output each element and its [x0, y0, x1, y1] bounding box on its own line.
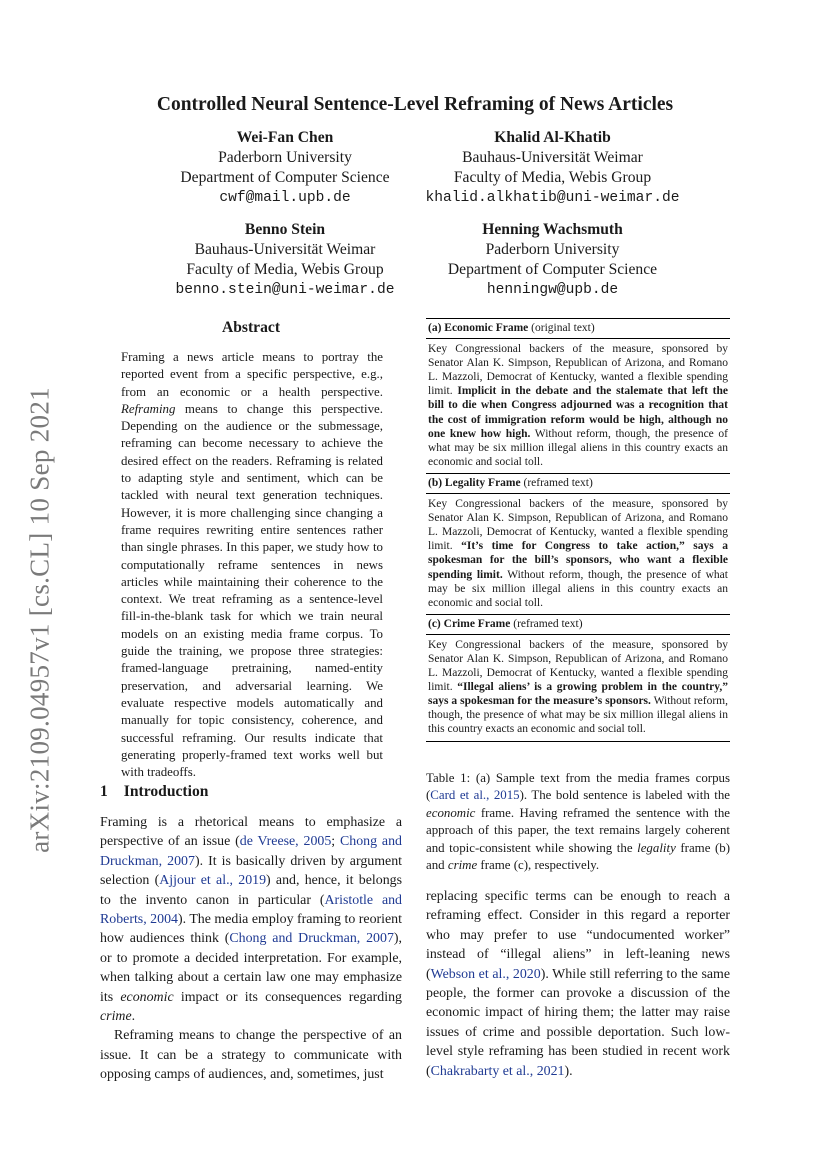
- text-run: ). While still referring to the same people, the former can provoke a discussion of the economic impact of hiring them; the latter may raise issues of crime and possible deportation. Such low-level style reframing has been studied in recent work (: [426, 966, 730, 1079]
- section-number: 1: [100, 783, 108, 800]
- emphasis: legality: [637, 840, 676, 855]
- emphasis: crime: [100, 1009, 132, 1025]
- frame-text: [426, 494, 730, 614]
- text-run: Key Congressional backers of the measure, sponsored by Senator Alan K. Simpson, Republican of Arizona, and Romano L. Mazzoli, Democrat of Kentucky, wanted a flexible spending limit.: [428, 343, 728, 398]
- author-department: Department of Computer Science: [180, 169, 390, 186]
- text-run: frame (c), respectively.: [477, 858, 600, 873]
- text-run: ) and, hence, it belongs to the invento canon in particular (: [100, 873, 402, 908]
- text-run: Framing is a rhetorical means to emphasize a perspective of an issue (: [100, 815, 402, 850]
- author-block: [150, 128, 420, 208]
- intro-paragraph-1: [100, 813, 402, 1026]
- framed-sentence: Implicit in the debate and the stalemate that left the bill to die when Congress adjourned was a recognition that the cost of immigration reform would be high, although no one knew how high.: [428, 385, 728, 440]
- author-affiliation: Paderborn University: [218, 149, 352, 166]
- text-run: ), or to promote a decided interpretation. For example, when talking about a certain law one may emphasize its: [100, 931, 402, 1005]
- author-block: [420, 220, 685, 300]
- citation-link[interactable]: Chong and Druckman, 2007: [100, 834, 402, 869]
- author-block: [395, 128, 710, 208]
- author-affiliation: Bauhaus-Universität Weimar: [462, 149, 643, 166]
- citation-link[interactable]: Card et al., 2015: [430, 788, 520, 803]
- frame-note: (original text): [528, 322, 595, 334]
- author-department: Department of Computer Science: [447, 261, 658, 278]
- abstract-heading: Abstract: [221, 319, 281, 336]
- paper-title: Controlled Neural Sentence-Level Reframing of News Articles: [156, 94, 674, 115]
- table-caption: [426, 770, 730, 874]
- author-email: henningw@upb.de: [486, 282, 619, 298]
- abstract-text-part: means to change this perspective. Depending on the audience or the submessage, reframing can become necessary to achieve the desired effect on the readers. Reframing is related to adapting style and sentiment, which can be tackled with neural text generation techniques. However, it is more challenging since changing a frame requires rewriting entire sentences rather than single phrases. In this paper, we study how to computationally reframe sentences in news articles while maintaining their coherence to the context. We treat reframing as a sentence-level fill-in-the-blank task for which we train neural models on an existing media frame corpus. To guide the training, we propose three strategies: framed-language pretraining, named-entity preservation, and adversarial learning. We evaluate respective models automatically and manually for topic consistency, coherence, and successful reframing. Our results indicate that generating properly-framed text works well but with tradeoffs.: [121, 401, 383, 780]
- text-run: ). The bold sentence is labeled with the: [519, 788, 731, 803]
- text-run: ).: [564, 1063, 573, 1079]
- text-run: frame (b) and: [426, 840, 731, 873]
- section-title: Introduction: [123, 783, 209, 800]
- citation-link[interactable]: Aristotle and Roberts, 2004: [100, 892, 403, 928]
- author-affiliation: Paderborn University: [485, 241, 620, 258]
- author-name: Khalid Al-Khatib: [494, 129, 611, 146]
- right-column-body: [426, 887, 730, 1081]
- author-email: benno.stein@uni-weimar.de: [175, 282, 395, 298]
- citation-link[interactable]: Chakrabarty et al., 2021: [430, 1063, 565, 1079]
- text-run: Without reform, though, the presence of what may be six million illegal aliens in this country exacts an economic and social toll.: [428, 427, 728, 468]
- body-paragraph: [426, 887, 730, 1081]
- author-department: Faculty of Media, Webis Group: [186, 261, 384, 278]
- frame-label: (c) Crime Frame: [428, 617, 511, 630]
- abstract-text-part: Framing a news article means to portray the reported event from a specific perspective, e.g., from an economic or a health perspective.: [121, 350, 383, 399]
- frame-note: (reframed text): [510, 617, 583, 630]
- frame-header: [426, 614, 730, 635]
- frame-note: (reframed text): [520, 476, 593, 489]
- author-name: Wei-Fan Chen: [236, 129, 334, 146]
- abstract-emphasis: Reframing: [121, 401, 176, 416]
- intro-body: [100, 813, 402, 1085]
- author-email: cwf@mail.upb.de: [219, 190, 351, 206]
- emphasis: economic: [120, 989, 174, 1005]
- text-run: Without reform, though, the presence of what may be six million illegal aliens in this country exacts an economic and social toll.: [428, 695, 728, 736]
- framed-sentence: “Illegal aliens’ is a growing problem in the country,” says a spokesman for the measure’s sponsors.: [428, 681, 729, 708]
- author-block: [140, 220, 430, 300]
- frame-header: [426, 473, 730, 494]
- text-run: ). The media employ framing to reorient how audiences think (: [100, 912, 402, 947]
- text-run: replacing specific terms can be enough to reach a reframing effect. Consider in this regard a reporter who may prefer to use “undocumented worker” instead of “illegal aliens” in left-leaning news (: [426, 889, 730, 982]
- author-department: Faculty of Media, Webis Group: [453, 169, 652, 186]
- text-run: Without reform, though, the presence of what may be six million illegal aliens in this country exacts an economic and social toll.: [428, 568, 728, 609]
- citation-link[interactable]: de Vreese, 2005: [239, 834, 332, 850]
- author-email: khalid.alkhatib@uni-weimar.de: [425, 190, 680, 206]
- author-name: Benno Stein: [244, 221, 326, 238]
- table-1: [426, 318, 730, 742]
- frame-text: [426, 635, 730, 741]
- author-name: Henning Wachsmuth: [482, 221, 623, 238]
- text-run: Key Congressional backers of the measure, sponsored by Senator Alan K. Simpson, Republican of Arizona, and Romano L. Mazzoli, Democrat of Kentucky, wanted a flexible spending limit.: [428, 498, 728, 553]
- intro-paragraph-2: Reframing means to change the perspective of an issue. It can be a strategy to communicate with opposing camps of audiences, and, sometimes, just: [100, 1028, 402, 1083]
- citation-link[interactable]: Ajjour et al., 2019: [159, 873, 267, 889]
- arxiv-sidebar: [18, 360, 62, 880]
- text-run: .: [131, 1009, 136, 1025]
- arxiv-id: arXiv:2109.04957v1 [cs.CL] 10 Sep 2021: [24, 387, 55, 853]
- citation-link[interactable]: Chong and Druckman, 2007: [229, 931, 394, 947]
- text-run: Table 1: (a) Sample text from the media frames corpus (: [426, 771, 730, 803]
- frame-text: [426, 339, 730, 473]
- author-affiliation: Bauhaus-Universität Weimar: [194, 241, 376, 258]
- citation-link[interactable]: Webson et al., 2020: [430, 966, 541, 982]
- frame-label: (a) Economic Frame: [428, 322, 529, 334]
- text-run: Key Congressional backers of the measure, sponsored by Senator Alan K. Simpson, Republican of Arizona, and Romano L. Mazzoli, Democrat of Kentucky, wanted a flexible spending limit.: [428, 638, 728, 694]
- frame-label: (b) Legality Frame: [428, 476, 521, 489]
- abstract-text: [121, 349, 383, 781]
- text-run: ). It is basically driven by argument selection (: [100, 853, 403, 889]
- text-run: impact or its consequences regarding: [173, 989, 402, 1005]
- frame-header: [426, 318, 730, 339]
- section-heading: [100, 783, 208, 801]
- framed-sentence: “It’s time for Congress to take action,” says a spokesman for the bill’s sponsors, who want a flexible spending limit.: [428, 540, 729, 581]
- emphasis: crime: [447, 858, 478, 873]
- text-run: ;: [331, 834, 341, 850]
- text-run: frame. Having reframed the sentence with the approach of this paper, the text remains largely coherent and topic-consistent while showing the: [426, 805, 730, 855]
- table-bottom-rule: [426, 741, 730, 742]
- emphasis: economic: [426, 805, 476, 820]
